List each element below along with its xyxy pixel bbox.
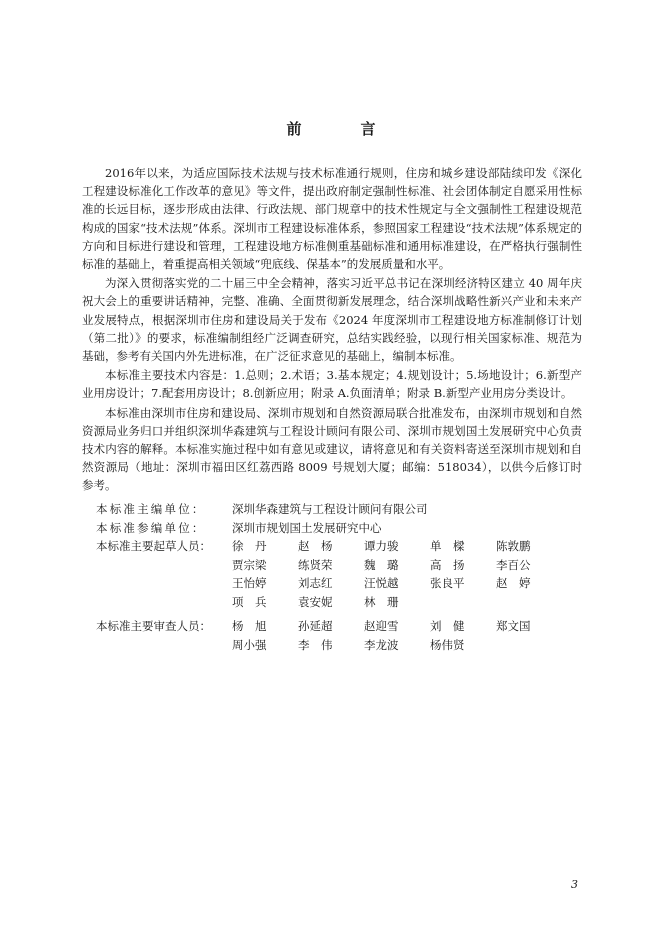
reviewer-name: 杨伟贤 [430,637,465,652]
drafters-row [96,537,562,611]
reviewer-name: 郑文国 [496,619,531,633]
chief-editor-label: 本标准主编单位： [96,502,206,516]
drafter-name: 高 扬 [430,557,465,572]
reviewer-name: 孙延超 [298,619,333,633]
reviewer-name: 李 伟 [298,637,333,652]
paragraph-contents: 本标准主要技术内容是：1.总则；2.术语；3.基本规定；4.规划设计；5.场地设计；6.新型产业用房设计；7.配套用房设计；8.创新应用；附录 A.负面清单；附录 B.新型产业用房分类设计。 [82,368,582,401]
reviewers-label: 本标准主要审查人员： [96,619,211,633]
drafter-name: 林 珊 [364,594,399,609]
chief-editor-row [96,500,562,519]
page-title: 前 言 [286,120,398,138]
reviewer-name: 杨 旭 [232,619,267,633]
drafters-label: 本标准主要起草人员： [96,539,211,553]
drafter-name: 赵 婷 [496,576,531,590]
paragraph-administration: 本标准由深圳市住房和建设局、深圳市规划和自然资源局联合批准发布，由深圳市规划和自然资源局业务归口并组织深圳华森建筑与工程设计顾问有限公司、深圳市规划国土发展研究中心负责技术内容的解释。本标准实施过程中如有意见或建议，请将意见和有关资料寄送至深圳市规划和自然资源局（地址：深圳市福田区红荔西路 8009 号规划大厦；邮编：518034），以供今后修订时参考。 [82,405,582,493]
drafter-name: 贾宗梁 [232,557,267,572]
drafter-name: 张良平 [430,576,465,590]
drafter-name: 赵 杨 [298,539,333,553]
drafter-name: 刘志红 [298,576,333,590]
preface-body [82,164,582,496]
staff-list [96,500,562,654]
reviewer-name: 赵迎雪 [364,619,399,633]
participating-label: 本标准参编单位： [96,520,206,535]
paragraph-purpose: 为深入贯彻落实党的二十届三中全会精神，落实习近平总书记在深圳经济特区建立 40 周年庆祝大会上的重要讲话精神，完整、准确、全面贯彻新发展理念，结合深圳战略性新兴产业和未来产业发展特点，根据深圳市住房和建设局关于发布《2024 年度深圳市工程建设地方标准制修订计划（第二批）》的要求，标准编制组经广泛调查研究，总结实践经验，以现行相关国家标准、规范为基础，参考有关国内外先进标准，在广泛征求意见的基础上，编制本标准。 [82,276,582,364]
drafter-name: 魏 璐 [364,557,399,572]
participating-row [96,519,562,538]
drafters-names [232,537,562,611]
drafter-name: 汪悦越 [364,576,399,590]
drafter-name: 徐 丹 [232,539,267,553]
chief-editor-value: 深圳华森建筑与工程设计顾问有限公司 [232,502,428,516]
paragraph-background: 2016年以来，为适应国际技术法规与技术标准通行规则，住房和城乡建设部陆续印发《深化工程建设标准化工作改革的意见》等文件，提出政府制定强制性标准、社会团体制定自愿采用性标准的长远目标，逐步形成由法律、行政法规、部门规章中的技术性规定与全文强制性工程建设规范构成的国家“技术法规”体系。深圳市工程建设标准体系，参照国家工程建设“技术法规”体系规定的方向和目标进行建设和管理，工程建设地方标准侧重基础标准和通用标准建设，在严格执行强制性标准的基础上，着重提高相关领域“兜底线、保基本”的发展质量和水平。 [82,166,582,272]
drafter-name: 陈敦鹏 [496,539,531,553]
reviewer-name: 刘 健 [430,619,465,633]
drafter-name: 袁安妮 [298,594,333,609]
drafter-name: 单 樑 [430,539,465,553]
drafter-name: 谭力骏 [364,539,399,553]
drafter-name: 李百公 [496,557,531,572]
reviewers-names [232,617,562,654]
drafter-name: 王怡婷 [232,576,267,590]
drafter-name: 项 兵 [232,594,267,609]
participating-value: 深圳市规划国土发展研究中心 [232,520,382,535]
drafter-name: 练贤荣 [298,557,333,572]
reviewer-name: 周小强 [232,637,267,652]
page-number: 3 [571,878,578,891]
reviewer-name: 李龙波 [364,637,399,652]
reviewers-row [96,617,562,654]
